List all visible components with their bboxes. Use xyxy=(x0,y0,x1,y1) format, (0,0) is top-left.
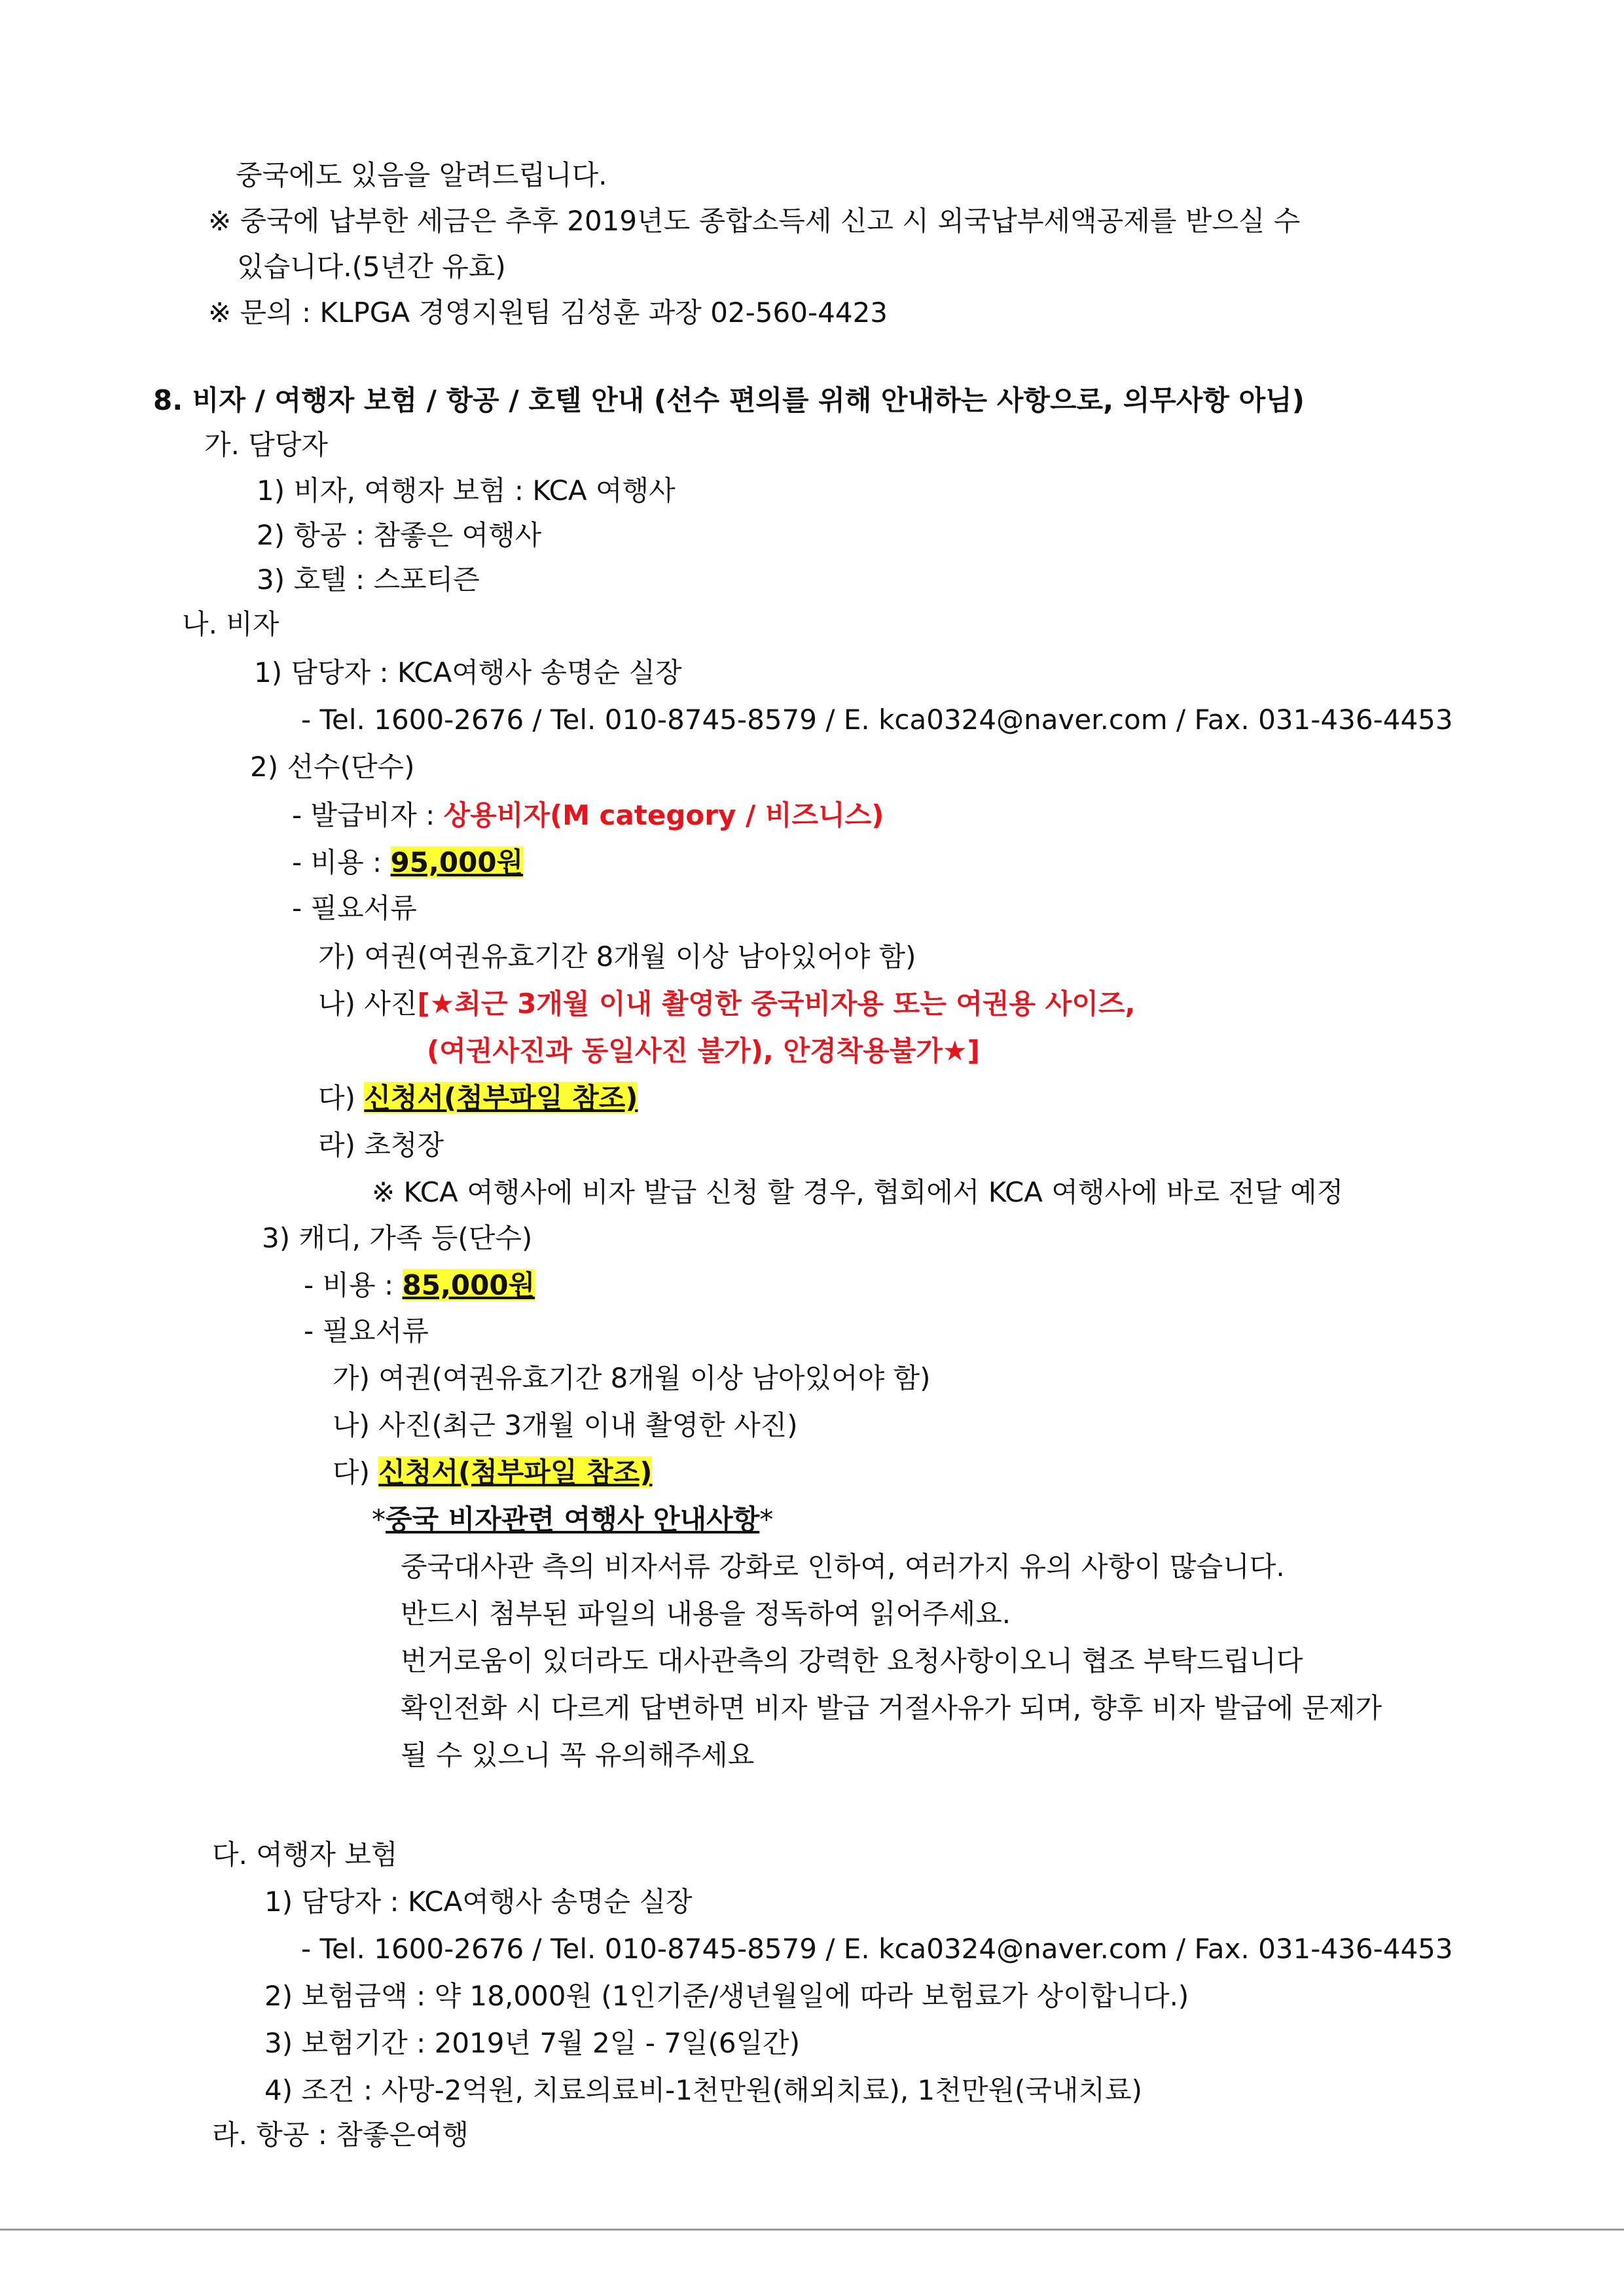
tax-note: ※ 중국에 납부한 세금은 추후 2019년도 종합소득세 신고 시 외국납부세액공제를 받으실 수 xyxy=(208,205,1301,237)
doc-label: 나) 사진 xyxy=(318,988,418,1020)
list-item: 1) 담당자 : KCA여행사 송명순 실장 xyxy=(264,1886,693,1918)
doc-item-application xyxy=(333,1453,652,1492)
visa-type-label: - 발급비자 : xyxy=(292,799,444,831)
docs-title: - 필요서류 xyxy=(304,1315,429,1347)
visa-type-value: 상용비자(M category / 비즈니스) xyxy=(443,799,884,831)
text-line: 중국에도 있음을 알려드립니다. xyxy=(236,159,607,191)
asterisk: * xyxy=(759,1503,774,1535)
subsection-title: 가. 담당자 xyxy=(204,429,328,461)
subsection-title: 다. 여행자 보험 xyxy=(212,1839,398,1871)
list-item: 1) 담당자 : KCA여행사 송명순 실장 xyxy=(254,656,682,689)
notice-line: 반드시 첨부된 파일의 내용을 정독하여 읽어주세요. xyxy=(401,1598,1011,1630)
docs-title: - 필요서류 xyxy=(292,892,417,924)
photo-requirement-cont: (여권사진과 동일사진 불가), 안경착용불가★] xyxy=(427,1035,980,1067)
visa-note: ※ KCA 여행사에 비자 발급 신청 할 경우, 협회에서 KCA 여행사에 바로 전달 예정 xyxy=(372,1176,1344,1208)
list-item: 2) 선수(단수) xyxy=(250,751,415,783)
doc-label: 다) xyxy=(318,1082,365,1114)
cost-line xyxy=(292,843,523,882)
cost-value: 95,000원 xyxy=(390,846,524,878)
application-form: 신청서(첨부파일 참조) xyxy=(378,1456,653,1488)
doc-item: 가) 여권(여권유효기간 8개월 이상 남아있어야 함) xyxy=(333,1362,931,1394)
photo-requirement: [★최근 3개월 이내 촬영한 중국비자용 또는 여권용 사이즈, xyxy=(417,988,1136,1020)
contact-line: - Tel. 1600-2676 / Tel. 010-8745-8579 / E. kca0324@naver.com / Fax. 031-436-4453 xyxy=(301,1933,1453,1965)
notice-line: 확인전화 시 다르게 답변하면 비자 발급 거절사유가 되며, 향후 비자 발급에 문제가 xyxy=(401,1692,1382,1724)
application-form: 신청서(첨부파일 참조) xyxy=(364,1082,638,1114)
list-item: 1) 비자, 여행자 보험 : KCA 여행사 xyxy=(257,475,676,507)
doc-item-photo xyxy=(318,984,1135,1024)
notice-line: 중국대사관 측의 비자서류 강화로 인하여, 여러가지 유의 사항이 많습니다. xyxy=(401,1551,1285,1583)
notice-title-text: 중국 비자관련 여행사 안내사항 xyxy=(386,1503,760,1535)
list-item: 3) 호텔 : 스포티즌 xyxy=(257,564,480,596)
section-heading: 8. 비자 / 여행자 보험 / 항공 / 호텔 안내 (선수 편의를 위해 안내하는 사항으로, 의무사항 아님) xyxy=(153,384,1305,416)
contact-line: - Tel. 1600-2676 / Tel. 010-8745-8579 / E. kca0324@naver.com / Fax. 031-436-4453 xyxy=(301,704,1453,736)
footer-divider xyxy=(0,2229,1624,2231)
list-item: 3) 캐디, 가족 등(단수) xyxy=(262,1222,533,1254)
cost-label: - 비용 : xyxy=(304,1269,403,1301)
cost-value: 85,000원 xyxy=(402,1269,535,1301)
cost-line xyxy=(304,1266,535,1305)
asterisk: * xyxy=(372,1503,386,1535)
doc-item-application xyxy=(318,1079,638,1118)
notice-title xyxy=(372,1500,773,1539)
notice-line: 될 수 있으니 꼭 유의해주세요 xyxy=(401,1739,755,1771)
doc-label: 다) xyxy=(333,1456,379,1488)
visa-type-line xyxy=(292,796,884,835)
list-item: 3) 보험기간 : 2019년 7월 2일 - 7일(6일간) xyxy=(264,2027,801,2059)
notice-line: 번거로움이 있더라도 대사관측의 강력한 요청사항이오니 협조 부탁드립니다 xyxy=(401,1645,1303,1677)
inquiry-note: ※ 문의 : KLPGA 경영지원팀 김성훈 과장 02-560-4423 xyxy=(208,296,888,329)
list-item: 2) 보험금액 : 약 18,000원 (1인기준/생년월일에 따라 보험료가 상이합니다.) xyxy=(264,1980,1189,2012)
subsection-title: 라. 항공 : 참좋은여행 xyxy=(212,2119,469,2151)
subsection-title: 나. 비자 xyxy=(182,608,280,640)
doc-item: 나) 사진(최근 3개월 이내 촬영한 사진) xyxy=(333,1409,798,1441)
cost-label: - 비용 : xyxy=(292,846,391,878)
list-item: 2) 항공 : 참좋은 여행사 xyxy=(257,519,542,551)
text-line: 있습니다.(5년간 유효) xyxy=(237,251,506,283)
doc-item: 가) 여권(여권유효기간 8개월 이상 남아있어야 함) xyxy=(318,941,916,973)
list-item: 4) 조건 : 사망-2억원, 치료의료비-1천만원(해외치료), 1천만원(국내치료) xyxy=(264,2074,1143,2106)
doc-item: 라) 초청장 xyxy=(318,1129,444,1161)
